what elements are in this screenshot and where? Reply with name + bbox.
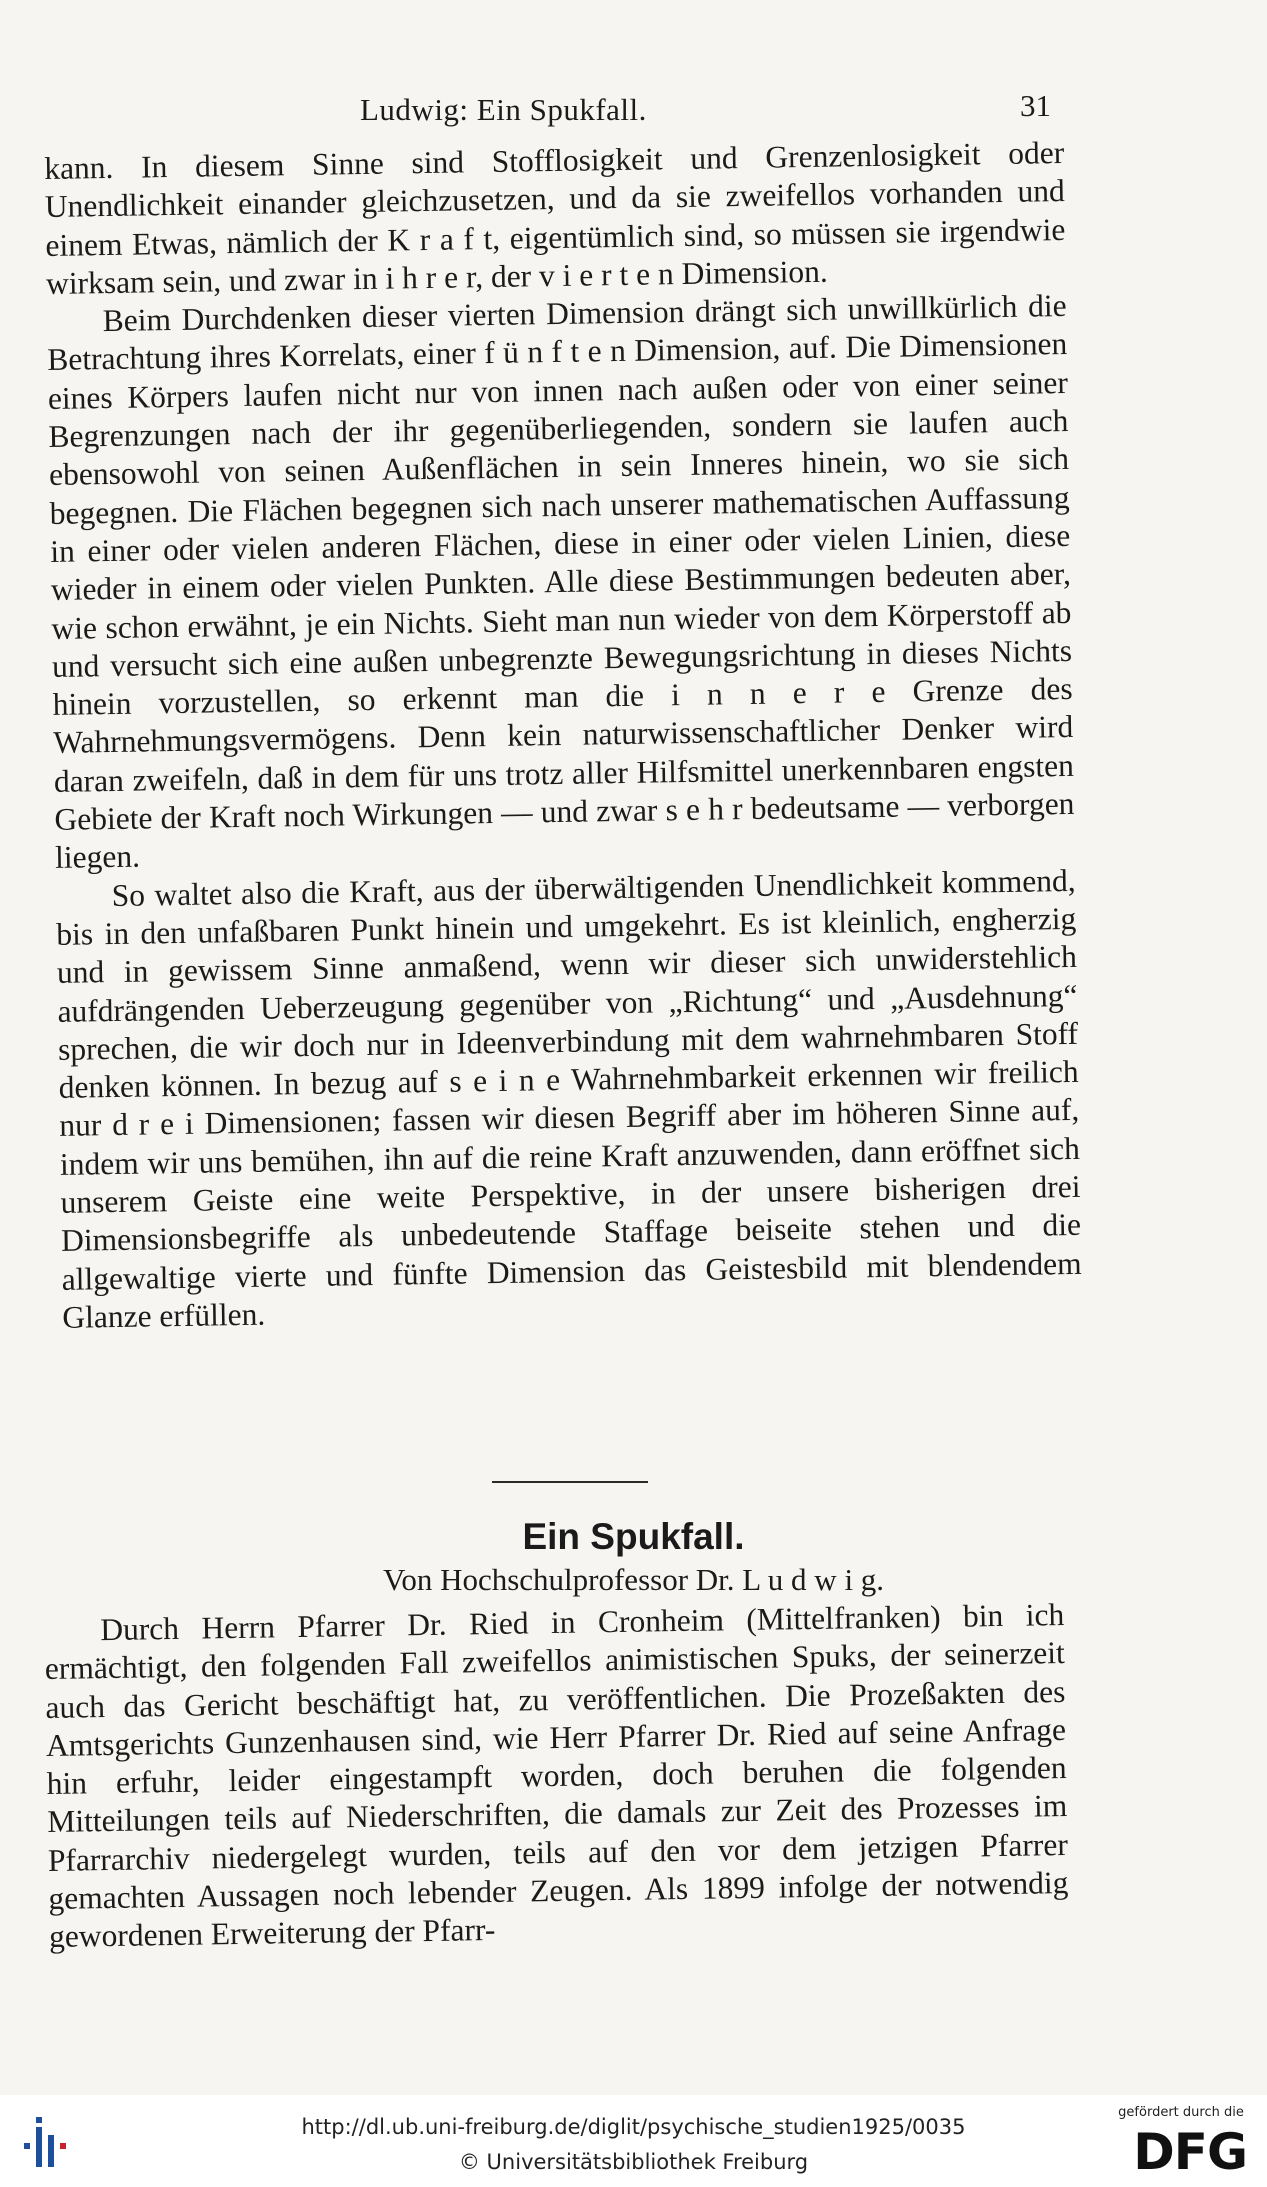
permalink-url[interactable]: http://dl.ub.uni-freiburg.de/diglit/psychische_studien1925/0035: [301, 2115, 966, 2139]
article-byline: Von Hochschulprofessor Dr. L u d w i g.: [382, 1562, 885, 1597]
viewer-footer: [0, 2095, 1267, 2187]
article-paragraph: Durch Herrn Pfarrer Dr. Ried in Cronheim (Mittelfranken) bin ich ermächtigt, den folgenden Fall zweifellos animistischen Spuks, der seinerzeit auch das Gericht beschäftigt hat, zu veröffentlichen. Die Prozeßakten des Amtsgerichts Gunzenhausen sind, wie Herr Pfarrer Dr. Ried auf seine Anfrage hin erfuhr, leider eingestampft worden, doch beruhen die folgenden Mitteilungen teils auf Niederschriften, die damals zur Zeit des Prozesses im Pfarrarchiv niedergelegt wurden, teils auf den vor dem jetzigen Pfarrer gemachten Aussagen noch lebender Zeugen. Als 1899 infolge der notwendig gewordenen Erweiterung der Pfarr-: [44, 1596, 1069, 1955]
dfg-caption: gefördert durch die: [1118, 2105, 1244, 2120]
copyright-notice: © Universitätsbibliothek Freiburg: [458, 2150, 809, 2174]
article-body: [44, 1596, 1069, 1957]
section-divider: [492, 1481, 648, 1483]
article-title: Ein Spukfall.: [522, 1516, 745, 1557]
essay-paragraph: So waltet also die Kraft, aus der überwältigenden Unendlichkeit kommend, bis in den unfaßbaren Punkt hinein und umgekehrt. Es ist kleinlich, engherzig und in gewissem Sinne anmaßend, wenn wir dieser sich unwiderstehlich aufdrängenden Ueberzeugung gegenüber von „Richtung“ und „Ausdehnung“ sprechen, die wir doch nur in Ideenverbindung mit dem wahrnehmbaren Stoff denken können. In bezug auf s e i n e Wahrnehmbarkeit erkennen wir freilich nur d r e i Dimensionen; fassen wir diesen Begriff aber im höheren Sinne auf, indem wir uns bemühen, ihn auf die reine Kraft anzuwenden, dann eröffnet sich unserem Geiste eine weite Perspektive, in der unsere bisherigen drei Dimensionsbegriffe als unbedeutende Staffage beiseite stehen und die allgewaltige vierte und fünfte Dimension das Geistesbild mit blendendem Glanze erfüllen.: [56, 862, 1082, 1335]
page-number: 31: [1020, 88, 1051, 123]
essay-paragraph: kann. In diesem Sinne sind Stofflosigkeit und Grenzenlosigkeit oder Unendlichkeit einander gleichzusetzen, und da sie zweifellos vorhanden und einem Etwas, nämlich der K r a f t, eigentümlich sind, so müssen sie irgendwie wirksam sein, und zwar in i h r e r, der v i e r t e n Dimension.: [44, 134, 1066, 301]
dfg-logo-icon: DFG: [1133, 2123, 1247, 2181]
running-head: Ludwig: Ein Spukfall.: [360, 92, 647, 127]
essay-paragraph: Beim Durchdenken dieser vierten Dimension drängt sich unwillkürlich die Betrachtung ihres Korrelats, einer f ü n f t e n Dimension, auf. Die Dimensionen eines Körpers laufen nicht nur von innen nach außen oder von einer seiner Begrenzungen nach der ihr gegenüberliegenden, sondern sie laufen auch ebensowohl von seinen Außenflächen in sein Inneres hinein, wo sie sich begegnen. Die Flächen begegnen sich nach unserer mathematischen Auffassung in einer oder vielen anderen Flächen, diese in einer oder vielen Linien, diese wieder in einem oder vielen Punkten. Alle diese Bestimmungen bedeuten aber, wie schon erwähnt, je ein Nichts. Sieht man nun wieder von dem Körperstoff ab und versucht sich eine außen unbegrenzte Bewegungsrichtung in dieses Nichts hinein vorzustellen, so erkennt man die i n n e r e Grenze des Wahrnehmungsvermögens. Denn kein naturwissenschaftlicher Denker wird daran zweifeln, daß in dem für uns trotz aller Hilfsmittel unerkennbaren engsten Gebiete der Kraft noch Wirkungen — und zwar s e h r bedeutsame — verborgen liegen.: [47, 288, 1075, 876]
essay-continuation: [44, 134, 1083, 1337]
